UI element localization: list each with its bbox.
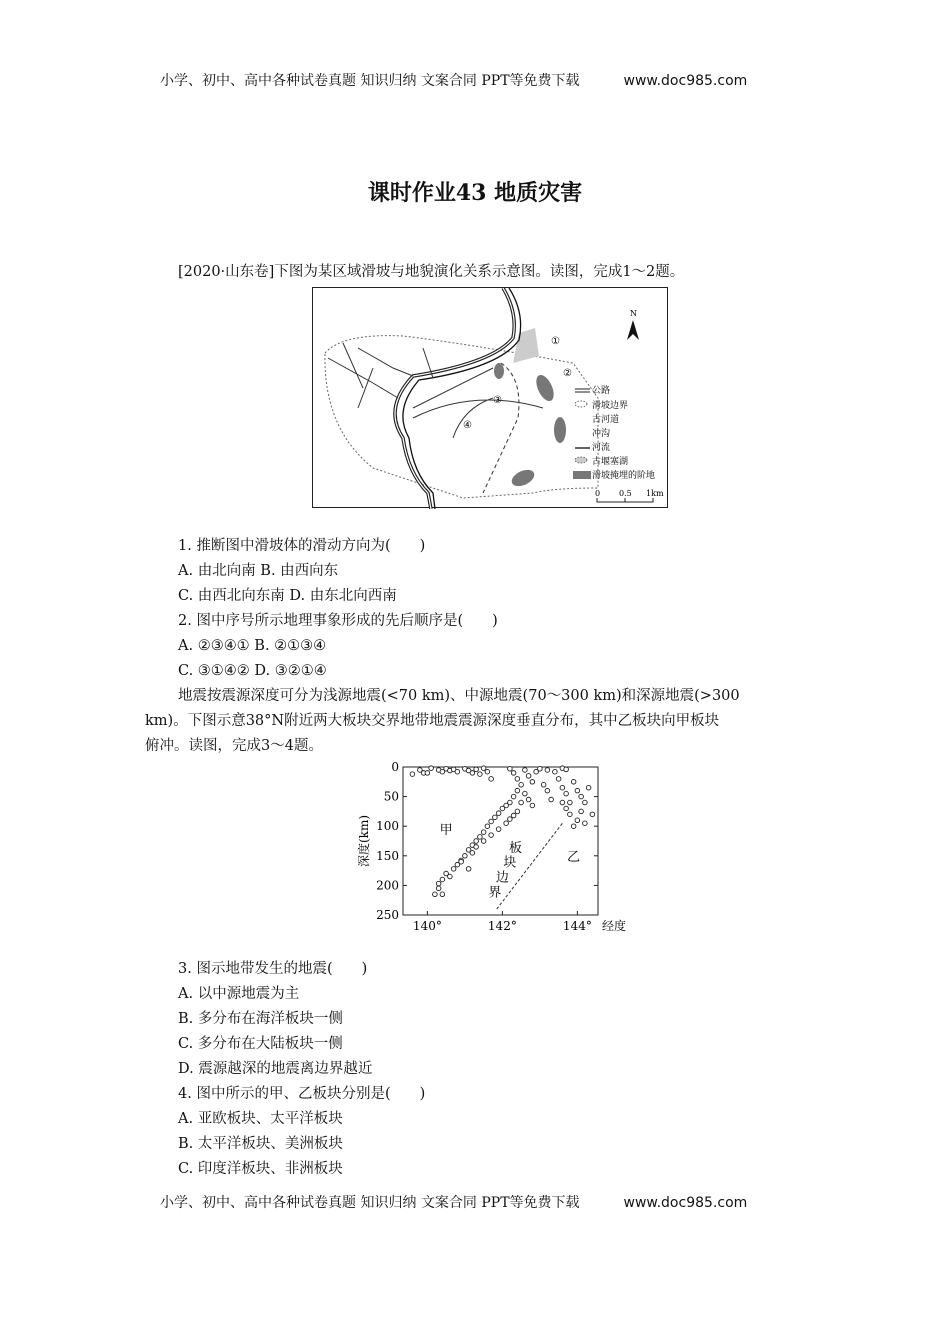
intro-2-line-2: km)。下图示意38°N附近两大板块交界地带地震震源深度垂直分布，其中乙板块向甲板块 [145,713,720,729]
earthquake-point [515,809,520,814]
earthquake-point [410,772,415,777]
landslide-map [312,287,668,508]
earthquake-point [508,817,513,822]
earthquake-point [564,806,569,811]
y-tick-label: 150 [376,848,399,863]
earthquake-point [489,833,494,838]
footer-url[interactable]: www.doc985.com [623,1195,748,1211]
question-3: 3. 图示地带发生的地震( ) [178,961,368,977]
earthquake-point [425,771,430,776]
q3-option-b: B. 多分布在海洋板块一侧 [178,1011,343,1027]
ancient-river [483,363,519,493]
earthquake-point [530,803,535,808]
earthquake-point [545,788,550,793]
earthquake-point [523,768,528,773]
earthquake-point [560,800,565,805]
earthquake-point [579,809,584,814]
earthquake-point [433,892,438,897]
label-1: ① [551,336,560,347]
y-tick-label: 100 [376,819,399,834]
x-tick-label: 144° [562,919,592,933]
scale-0: 0 [595,489,601,498]
earthquake-point [545,768,550,773]
label-4: ④ [463,420,472,431]
legend-gully: 冲沟 [592,429,611,439]
earthquake-point [500,806,505,811]
earthquake-point [508,766,513,771]
question-4: 4. 图中所示的甲、乙板块分别是( ) [178,1086,426,1102]
legend-ancient-river: 古河道 [592,415,620,425]
y-tick-label: 250 [376,908,399,922]
earthquake-point [466,867,471,872]
q4-option-a: A. 亚欧板块、太平洋板块 [178,1111,343,1127]
label-3: ③ [493,395,502,406]
earthquake-point [485,769,490,774]
earthquake-point [470,851,475,856]
earthquake-point [493,815,498,820]
earthquake-point [511,794,516,799]
earthquake-point [579,794,584,799]
earthquake-point [478,835,483,840]
earthquake-point [583,800,588,805]
y-tick-label: 0 [391,760,399,774]
page-title: 课时作业43 地质灾害 [367,180,583,206]
earthquake-point [515,788,520,793]
label-2: ② [563,368,572,379]
y-tick-label: 50 [383,789,399,804]
earthquake-point [575,818,580,823]
gullies [328,343,543,438]
legend-lake: 古堰塞湖 [592,457,629,467]
earthquake-point [519,800,524,805]
earthquake-point [523,791,528,796]
annotation-label: 块 [503,855,517,871]
intro-2-line-3: 俯冲。读图，完成3～4题。 [145,738,323,754]
earthquake-point [526,774,531,779]
x-tick-label: 142° [487,919,517,933]
earthquake-point [463,854,468,859]
y-tick-label: 200 [376,878,399,893]
earthquake-point [571,824,576,829]
dammed-lake [513,328,539,363]
earthquake-point [511,813,516,818]
earthquake-point [440,892,445,897]
question-2: 2. 图中序号所示地理事象形成的先后顺序是( ) [178,613,498,629]
earthquake-point [489,777,494,782]
annotation-label: 板 [508,840,523,856]
scale-05: 0.5 [619,489,632,498]
earthquake-point [478,772,483,777]
earthquake-point [568,812,573,817]
legend-road: 公路 [592,386,611,396]
earthquake-point [553,769,558,774]
q1-options-ab: A. 由北向南 B. 由西向东 [178,563,339,579]
page-header [160,70,747,90]
earthquake-point [519,782,524,787]
header-text: 小学、初中、高中各种试卷真题 知识归纳 文案合同 PPT等免费下载 [160,73,580,89]
earthquake-point [459,859,464,864]
q1-options-cd: C. 由西北向东南 D. 由东北向西南 [178,588,397,604]
legend-river: 河流 [592,443,611,453]
earthquake-point [571,780,576,785]
scale-1km: 1km [646,489,664,498]
earthquake-point [440,877,445,882]
header-url[interactable]: www.doc985.com [623,73,748,89]
north-arrow-icon [627,320,639,340]
landslide-boundary [325,336,601,498]
annotation-label: 甲 [439,823,453,839]
q3-option-d: D. 震源越深的地震离边界越近 [178,1061,373,1077]
earthquake-point [511,771,516,776]
y-axis-label: 深度(km) [357,814,371,868]
x-axis-label: 经度 [602,919,627,933]
annotation-label: 界 [488,885,502,901]
earthquake-point [568,800,573,805]
earthquake-point [530,780,535,785]
earthquake-point [586,785,591,790]
earthquake-point [556,777,561,782]
earthquake-point [515,777,520,782]
river [403,288,521,509]
earthquake-point [590,812,595,817]
earthquake-point [575,788,580,793]
page-footer [160,1192,747,1212]
earthquake-point [489,819,494,824]
intro-2-line-1: 地震按震源深度可分为浅源地震(<70 km)、中源地震(70～300 km)和深源地震(>300 [178,688,740,704]
earthquake-point [474,845,479,850]
earthquake-point [451,867,456,872]
earthquake-point [564,791,569,796]
question-1: 1. 推断图中滑坡体的滑动方向为( ) [178,538,426,554]
q2-options-cd: C. ③①④② D. ③②①④ [178,663,327,679]
legend-terrace: 滑坡掩埋的阶地 [592,471,656,481]
earthquake-point [448,874,453,879]
q3-option-c: C. 多分布在大陆板块一侧 [178,1036,343,1052]
earthquake-point [470,771,475,776]
q4-option-b: B. 太平洋板块、美洲板块 [178,1136,343,1152]
legend-boundary: 滑坡边界 [592,401,629,411]
earthquake-point [538,766,543,771]
annotation-label: 乙 [567,849,581,865]
earthquake-point [583,821,588,826]
earthquake-point [526,797,531,802]
earthquake-point [504,821,509,826]
earthquake-point [481,766,486,771]
q3-option-a: A. 以中源地震为主 [178,986,300,1002]
q2-options-ab: A. ②③④① B. ②①③④ [178,638,327,654]
annotation-label: 边 [495,870,509,886]
earthquake-point [564,767,569,772]
earthquake-point [481,839,486,844]
earthquake-point [560,785,565,790]
earthquake-point [436,886,441,891]
earthquake-point [541,782,546,787]
earthquake-depth-chart [350,755,640,940]
earthquake-point [474,839,479,844]
north-label: N [630,309,637,318]
earthquake-point [481,830,486,835]
earthquake-point [496,827,501,832]
earthquake-point [485,824,490,829]
earthquake-point [429,766,434,771]
earthquake-point [455,769,460,774]
earthquake-point [496,811,501,816]
footer-text: 小学、初中、高中各种试卷真题 知识归纳 文案合同 PPT等免费下载 [160,1195,580,1211]
q4-option-c: C. 印度洋板块、非洲板块 [178,1161,343,1177]
intro-1: [2020·山东卷]下图为某区域滑坡与地貌演化关系示意图。读图，完成1～2题。 [178,264,685,280]
earthquake-point [474,767,479,772]
earthquake-point [549,797,554,802]
x-tick-label: 140° [412,919,442,933]
earthquake-point [436,881,441,886]
